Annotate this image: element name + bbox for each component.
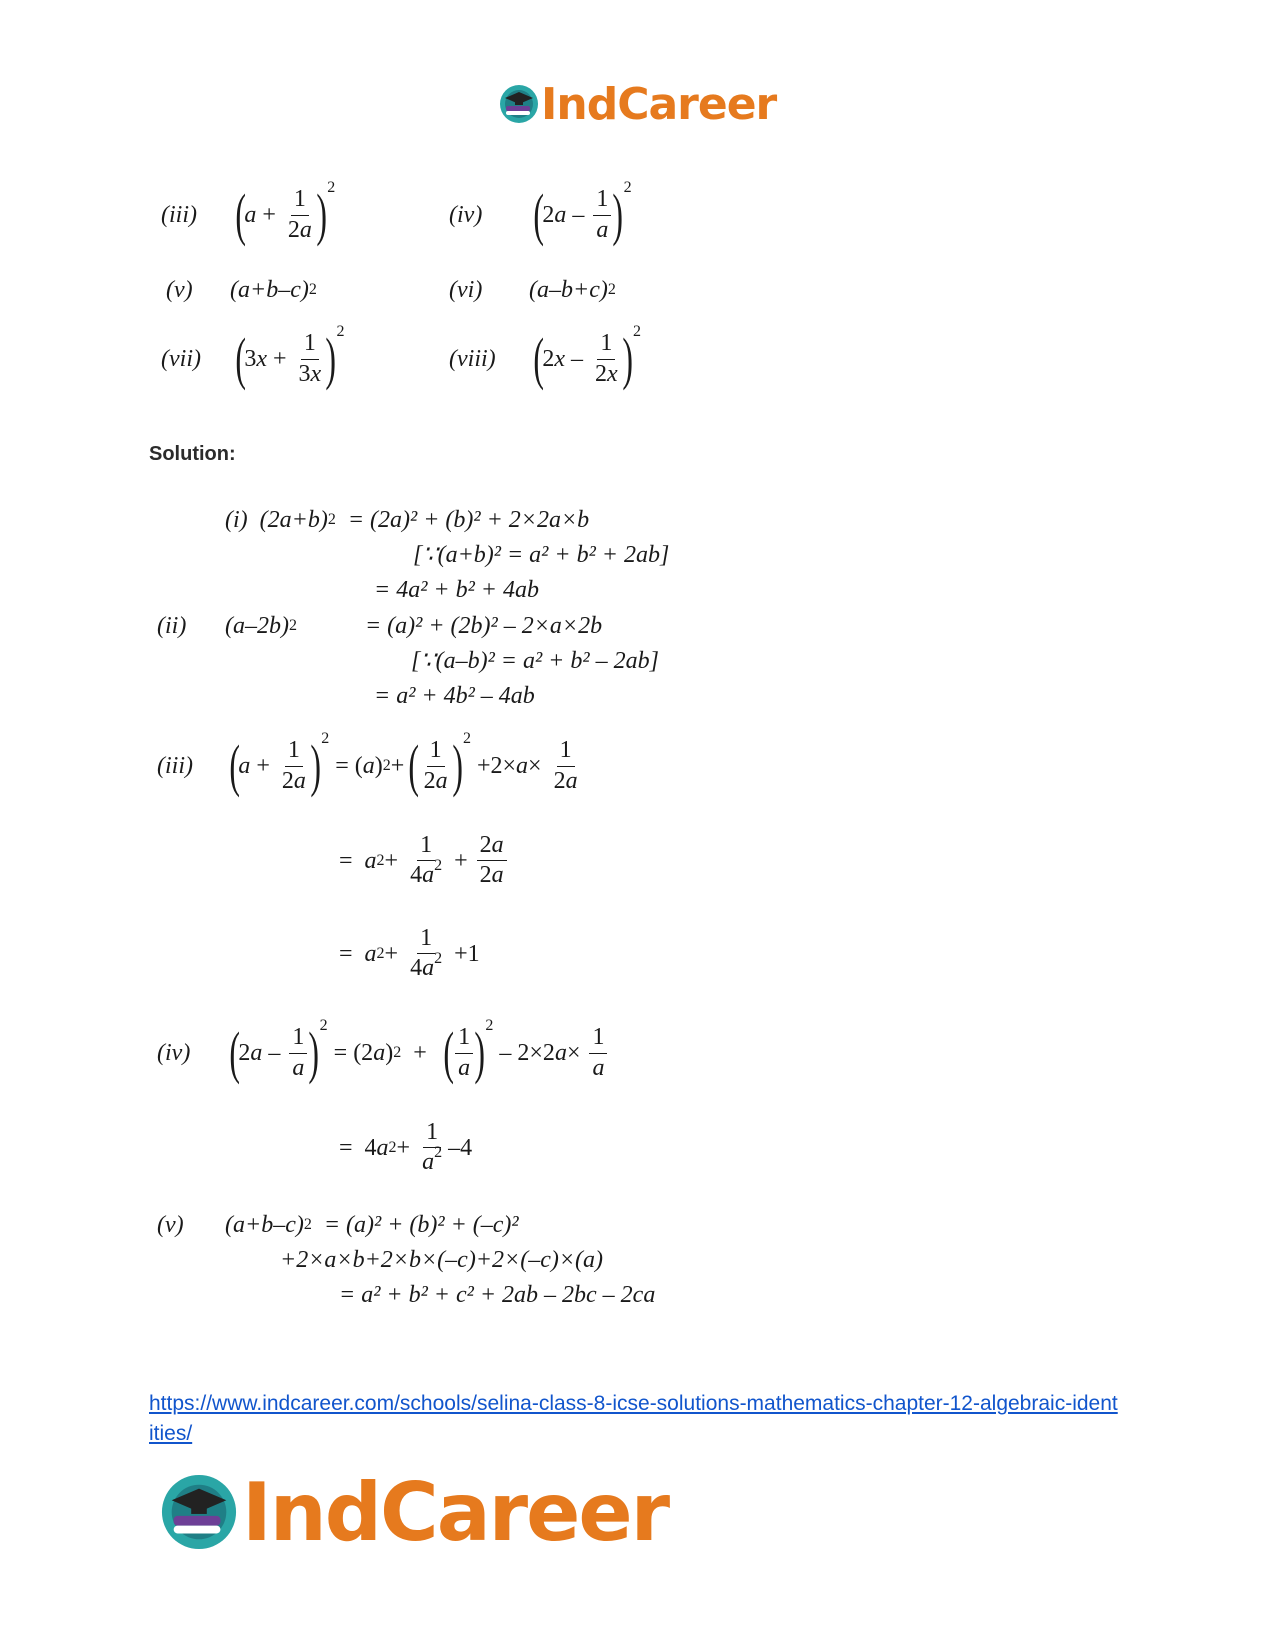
identity-note: [∵(a–b)² = a² + b² – 2ab] — [411, 648, 659, 674]
solution-label: (ii) — [157, 613, 187, 639]
exercise-label: (v) — [166, 277, 193, 303]
solution-i-line1: (i) (2a+b) 2 = (2a)² + (b)² + 2×2a×b — [225, 507, 590, 533]
solution-v-line1: (v) (a+b–c) 2 = (a)² + (b)² + (–c)² — [157, 1212, 519, 1238]
exercise-label: (vi) — [449, 277, 483, 303]
solution-iv-line1: (iv) ( 2 a – $\frac{1}{a}$ ) 2 = (2 a ) 2 + ( $\frac{1}{a}$ ) 2 – 2×2 a × $\frac{1}{a}$ — [157, 1024, 610, 1082]
expression: ( a + $\frac{1}{2a}$ ) 2 — [235, 179, 336, 247]
book-graduation-cap-icon — [499, 84, 539, 124]
exercise-v: (v) (a+b–c) 2 — [166, 277, 317, 303]
exercise-iv — [449, 179, 632, 247]
expression: ( 2 x – $\frac{1}{2x}$ ) 2 — [533, 323, 641, 391]
footer-logo — [160, 1467, 668, 1557]
solution-heading: Solution: — [149, 443, 236, 465]
exercise-iii — [161, 179, 336, 247]
solution-ii-line1: (ii) (a–2b) 2 = (a)² + (2b)² – 2×a×2b — [157, 613, 603, 639]
exercise-label: (viii) — [449, 346, 496, 372]
exercise-label: (iii) — [161, 202, 197, 228]
solution-ii-identity — [411, 649, 659, 673]
result: = a² + 4b² – 4ab — [374, 683, 535, 709]
book-graduation-cap-icon — [160, 1473, 238, 1551]
expression: (a+b–c) — [230, 277, 309, 303]
logo-wordmark: IndCareer — [541, 78, 777, 130]
exercise-label: (iv) — [449, 202, 483, 228]
solution-ii-result — [374, 684, 535, 708]
identity-note: [∵(a+b)² = a² + b² + 2ab] — [413, 542, 670, 568]
solution-label: (i) — [225, 507, 248, 533]
page-link[interactable]: https://www.indcareer.com/schools/selina-class-8-icse-solutions-mathematics-chapter-12-algebraic-identities/ — [149, 1392, 1118, 1445]
solution-iii-result: = a 2 + $\frac{1}{4a^2}$ +1 — [339, 925, 480, 982]
rhs: = (2a)² + (b)² + 2×2a×b — [347, 507, 590, 533]
solution-v-line2 — [280, 1248, 603, 1272]
exercise-vii — [161, 323, 345, 391]
rhs: = (a)² + (2b)² – 2×a×2b — [364, 613, 603, 639]
result: = 4a² + b² + 4ab — [374, 577, 539, 603]
exercise-viii — [449, 323, 641, 391]
solution-label: (iii) — [157, 753, 193, 779]
expression: ( 3 x + $\frac{1}{3x}$ ) 2 — [235, 323, 345, 391]
exercise-vi: (vi) (a–b+c) 2 — [449, 277, 616, 303]
lhs: (a+b–c) — [225, 1212, 304, 1238]
solution-label: (iv) — [157, 1040, 191, 1066]
rhs: = (a)² + (b)² + (–c)² — [323, 1212, 519, 1238]
continuation: +2×a×b+2×b×(–c)+2×(–c)×(a) — [280, 1247, 604, 1273]
solution-i-identity — [413, 543, 669, 567]
expression: (a–b+c) — [529, 277, 608, 303]
lhs: (a–2b) — [225, 613, 289, 639]
solution-iii-line1: (iii) ( a + $\frac{1}{2a}$ ) 2 = ( a ) 2 + ( $\frac{1}{2a}$ ) 2 +2× a × $\frac{1}{2a}$ — [157, 730, 578, 798]
solution-iv-result: = 4 a 2 + $\frac{1}{a^2}$ –4 — [339, 1119, 473, 1176]
logo-wordmark: IndCareer — [242, 1465, 669, 1559]
solution-label: (v) — [157, 1212, 184, 1238]
solution-v-result — [339, 1283, 655, 1307]
header-logo — [499, 76, 776, 132]
lhs: (2a+b) — [259, 507, 328, 533]
exercise-label: (vii) — [161, 346, 201, 372]
solution-i-result — [374, 578, 539, 602]
result: = a² + b² + c² + 2ab – 2bc – 2ca — [339, 1282, 656, 1308]
solution-iii-line2: = a 2 + $\frac{1}{4a^2}$ + $\frac{2a}{2a}$ — [339, 833, 510, 888]
expression: ( 2 a – $\frac{1}{a}$ ) 2 — [533, 179, 632, 247]
